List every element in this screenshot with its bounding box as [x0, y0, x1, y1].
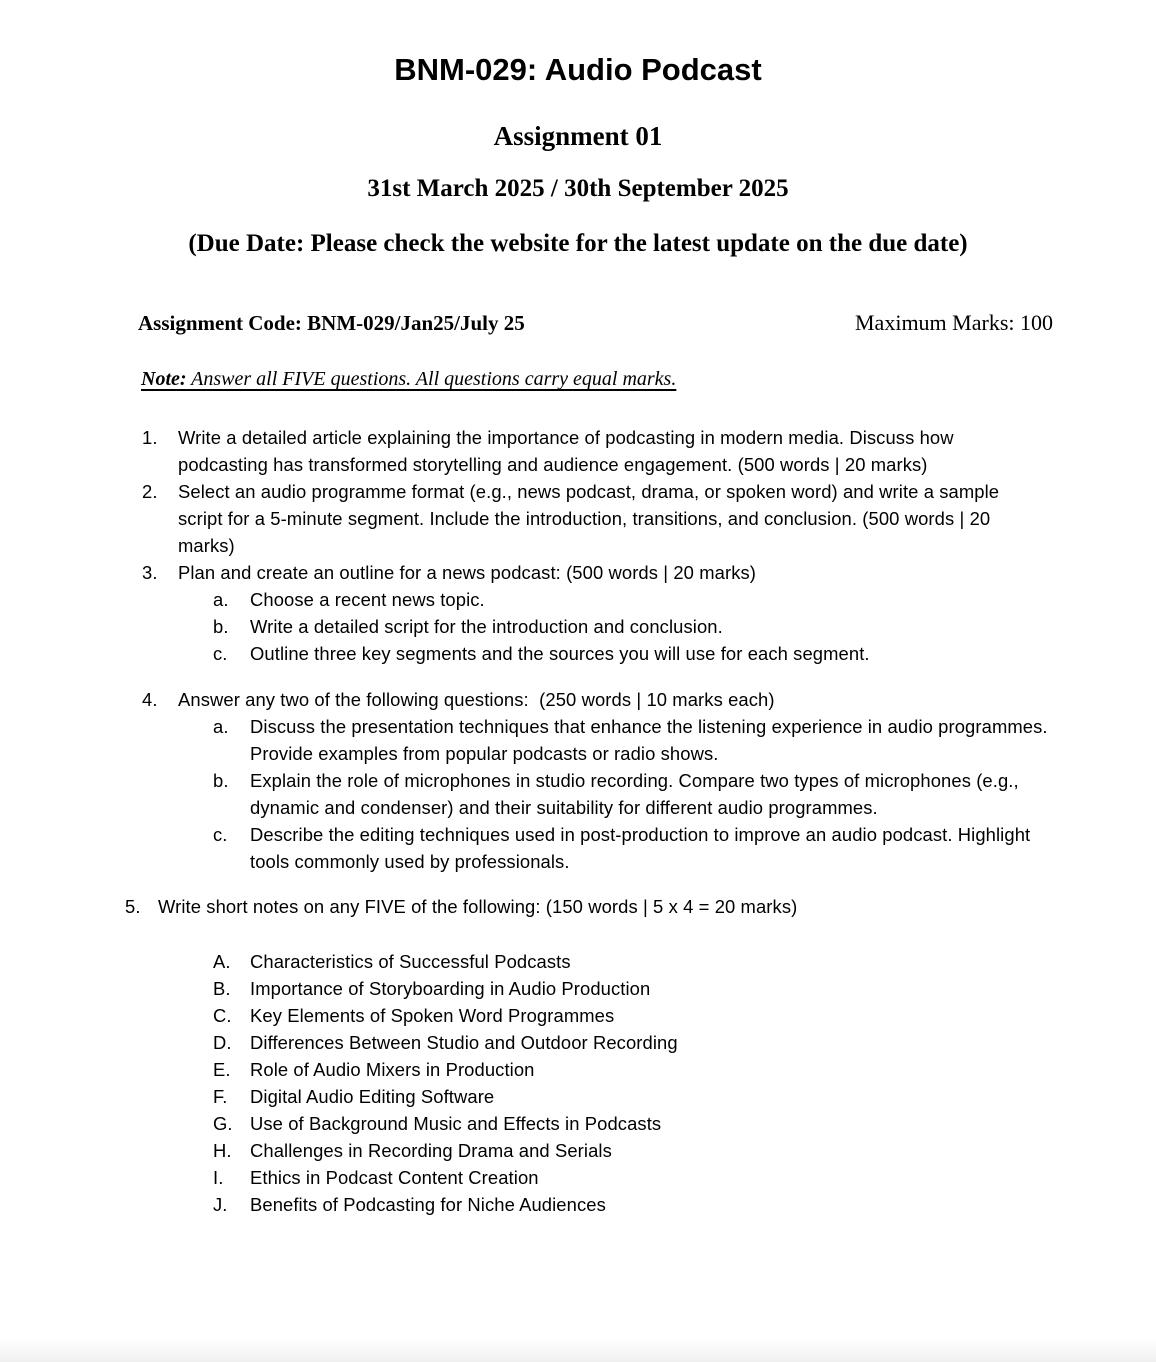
short-notes-topic-list	[0, 948, 1156, 1218]
question-item-5	[125, 893, 1156, 920]
assignment-code: Assignment Code: BNM-029/Jan25/July 25	[138, 311, 525, 335]
topic-marker: E.	[213, 1059, 231, 1080]
topic-marker: G.	[213, 1113, 233, 1134]
subquestion-marker: b.	[213, 616, 229, 637]
subquestion-marker: a.	[213, 716, 229, 737]
subquestion-marker: b.	[213, 770, 229, 791]
subquestion-marker: c.	[213, 643, 228, 664]
topic-item-G	[213, 1110, 1156, 1137]
question-item-1	[142, 424, 1156, 478]
maximum-marks: Maximum Marks: 100	[855, 310, 1053, 335]
assignment-meta-row	[0, 310, 1156, 336]
subquestion-marker: a.	[213, 589, 229, 610]
topic-item-I	[213, 1164, 1156, 1191]
document-header	[0, 0, 1156, 258]
question-list	[0, 424, 1156, 1218]
topic-marker: F.	[213, 1086, 228, 1107]
subquestion-text: Explain the role of microphones in studio recording. Compare two types of microphones (e.g., dynamic and condenser) and their suitability for different audio programmes.	[250, 770, 1024, 818]
session-dates-heading: 31st March 2025 / 30th September 2025	[367, 175, 789, 202]
topic-text: Importance of Storyboarding in Audio Production	[250, 978, 651, 999]
topic-text: Benefits of Podcasting for Niche Audiences	[250, 1194, 606, 1215]
topic-marker: B.	[213, 978, 231, 999]
instructions-note	[141, 367, 1156, 392]
topic-text: Differences Between Studio and Outdoor Recording	[250, 1032, 678, 1053]
assignment-number-heading: Assignment 01	[493, 121, 663, 151]
topic-item-D	[213, 1029, 1156, 1056]
subquestion-item-4c	[213, 821, 1156, 875]
topic-marker: I.	[213, 1167, 224, 1188]
topic-text: Use of Background Music and Effects in Podcasts	[250, 1113, 662, 1134]
topic-item-H	[213, 1137, 1156, 1164]
topic-item-B	[213, 975, 1156, 1002]
topic-item-E	[213, 1056, 1156, 1083]
topic-marker: J.	[213, 1194, 228, 1215]
page-bottom-edge-shadow	[0, 1338, 1156, 1362]
subquestion-item-3b	[213, 613, 1156, 640]
note-body: Answer all FIVE questions. All questions carry equal marks.	[186, 368, 677, 390]
topic-text: Challenges in Recording Drama and Serials	[250, 1140, 612, 1161]
question-marker: 3.	[142, 562, 158, 583]
topic-text: Key Elements of Spoken Word Programmes	[250, 1005, 615, 1026]
subquestion-text: Discuss the presentation techniques that enhance the listening experience in audio programmes. Provide examples from popular podcasts or radio shows.	[250, 716, 1053, 764]
question-marker: 5.	[125, 896, 141, 917]
subquestion-item-3a	[213, 586, 1156, 613]
topic-item-A	[213, 948, 1156, 975]
question-marker: 4.	[142, 689, 158, 710]
question-item-2	[142, 478, 1156, 559]
instructions-note-underlined	[141, 368, 676, 390]
subquestion-item-4b	[213, 767, 1156, 821]
course-title: BNM-029: Audio Podcast	[394, 52, 762, 87]
topic-marker: A.	[213, 951, 231, 972]
question-text: Answer any two of the following questions: (250 words | 10 marks each)	[178, 689, 775, 710]
subquestion-item-4a	[213, 713, 1156, 767]
subquestion-text: Write a detailed script for the introduction and conclusion.	[250, 616, 723, 637]
subquestion-text: Outline three key segments and the sources you will use for each segment.	[250, 643, 870, 664]
question-item-3	[142, 559, 1156, 586]
subquestion-text: Describe the editing techniques used in post-production to improve an audio podcast. Highlight tools commonly used by professionals.	[250, 824, 1036, 872]
question-item-4	[142, 686, 1156, 713]
topic-marker: C.	[213, 1005, 232, 1026]
topic-marker: D.	[213, 1032, 232, 1053]
question-marker: 2.	[142, 481, 158, 502]
topic-text: Role of Audio Mixers in Production	[250, 1059, 535, 1080]
subquestion-item-3c	[213, 640, 1156, 667]
question-text: Select an audio programme format (e.g., news podcast, drama, or spoken word) and write a sample script for a 5-minute segment. Include the introduction, transitions, and conclusion. (500 words | 20 marks)	[178, 481, 1005, 556]
topic-text: Ethics in Podcast Content Creation	[250, 1167, 539, 1188]
topic-text: Characteristics of Successful Podcasts	[250, 951, 571, 972]
topic-text: Digital Audio Editing Software	[250, 1086, 495, 1107]
question-marker: 1.	[142, 427, 158, 448]
question-text: Write a detailed article explaining the importance of podcasting in modern media. Discuss how podcasting has transformed storytelling and audience engagement. (500 words | 20 marks)	[178, 427, 959, 475]
question-text: Plan and create an outline for a news podcast: (500 words | 20 marks)	[178, 562, 757, 583]
topic-item-J	[213, 1191, 1156, 1218]
topic-item-F	[213, 1083, 1156, 1110]
question-text: Write short notes on any FIVE of the following: (150 words | 5 x 4 = 20 marks)	[158, 896, 798, 917]
subquestion-text: Choose a recent news topic.	[250, 589, 485, 610]
due-date-note-heading: (Due Date: Please check the website for the latest update on the due date)	[188, 230, 968, 257]
topic-marker: H.	[213, 1140, 232, 1161]
note-label: Note:	[141, 368, 187, 390]
topic-item-C	[213, 1002, 1156, 1029]
subquestion-marker: c.	[213, 824, 228, 845]
